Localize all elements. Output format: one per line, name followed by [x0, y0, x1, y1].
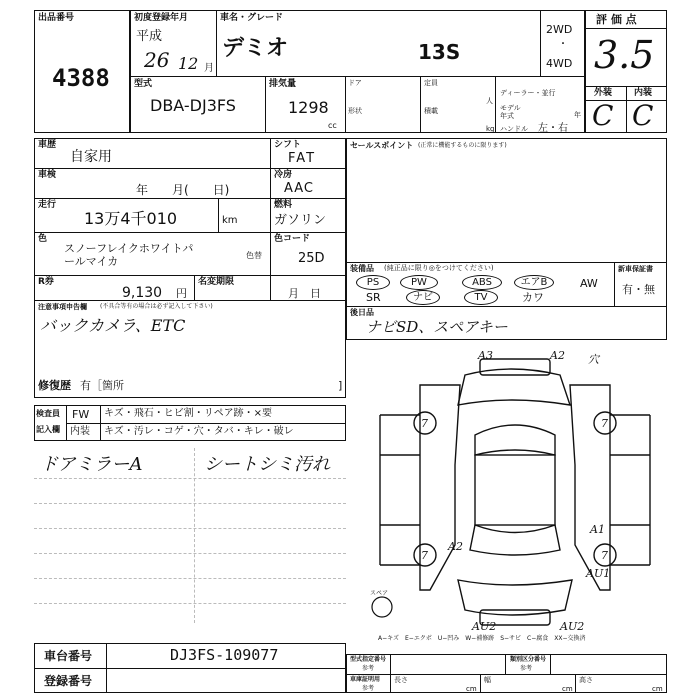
repair-label: 修復歴 [38, 379, 71, 392]
shift-value: FAT [288, 151, 317, 166]
color-value: スノーフレイクホワイトパ ールマイカ [64, 242, 194, 268]
kg-unit: kg [486, 125, 495, 133]
grade: 13S [418, 40, 461, 64]
mark-a2-top: A2 [550, 349, 565, 362]
exterior-label: 外装 [594, 88, 613, 98]
mark-hole: 穴 [588, 353, 599, 366]
length-cm: cm [466, 685, 477, 693]
equip-leather: カワ [522, 291, 544, 304]
shift-label: シフト [274, 140, 302, 150]
name-change-value: 月 日 [288, 287, 321, 300]
displacement-label: 排気量 [269, 79, 297, 89]
ref-label-3: 参考 [362, 685, 375, 692]
mark-a3: A3 [478, 349, 493, 362]
after-value: ナビSD、スペアキー [366, 318, 508, 336]
inspector-label-bottom: 記入欄 [36, 425, 60, 434]
interior-grade: C [632, 99, 654, 132]
aircon-value: AAC [284, 181, 314, 196]
fw-label: FW [72, 408, 90, 421]
dealer-label: ディーラー・並行 [500, 89, 556, 97]
cert-label: 車庫証明用 [350, 676, 381, 683]
model-year-label: モデル 年式 [500, 104, 521, 120]
warranty-label: 新車保証書 [618, 265, 653, 273]
reg-month: 12 [178, 54, 199, 73]
chassis-label: 車台番号 [44, 649, 93, 663]
sales-box [346, 138, 667, 340]
after-label: 後日品 [350, 308, 374, 317]
mark-a2-left: A2 [448, 540, 463, 553]
handle-label: ハンドル [500, 125, 528, 133]
mark-7-fl: 7 [421, 417, 428, 430]
warranty-value: 有・無 [622, 283, 655, 296]
inspection-label: 車検 [38, 170, 57, 180]
capacity-label: 定員 [424, 79, 438, 87]
mark-a1: A1 [590, 523, 605, 536]
era-label: 平成 [136, 29, 163, 44]
sales-point-label: セールスポイント [350, 141, 414, 150]
fuel-label: 燃料 [274, 200, 293, 210]
lot-number: 4388 [52, 64, 110, 92]
reg-year: 26 [144, 48, 170, 72]
class-label: 類別区分番号 [510, 656, 547, 663]
interior-label: 内装 [634, 88, 653, 98]
damage-legend: A−キズ E−エクボ U−凹み W−補修跡 S−サビ C−腐食 XX−交換済 [378, 635, 586, 642]
person-unit: 人 [486, 97, 493, 105]
interior-row-label: 内装 [70, 426, 90, 437]
equip-tv: TV [464, 290, 498, 305]
recycle-label: R券 [38, 277, 54, 287]
ref-label-2: 参考 [520, 665, 533, 672]
car-outline [380, 359, 650, 625]
equipment-sub: (純正品に限り◎をつけてください) [384, 264, 494, 272]
spare-label: スペア [370, 590, 389, 597]
first-reg-label: 初度登録年月 [134, 13, 189, 23]
load-label: 積載 [424, 107, 438, 115]
handle-value: 左・右 [538, 123, 568, 134]
color-change-label: 色替 [246, 251, 262, 260]
comment-left: ドアミラーA [40, 454, 143, 475]
notes-label: 注意事項申告欄 [38, 303, 87, 311]
mileage-label: 走行 [38, 200, 57, 210]
repair-close: ] [338, 379, 343, 392]
reg-no-label: 登録番号 [44, 674, 93, 688]
width-cm: cm [562, 685, 573, 693]
interior-items: キズ・汚レ・コゲ・穴・タバ・キレ・破レ [104, 426, 294, 437]
comment-right: シートシミ汚れ [204, 454, 330, 475]
chassis-value: DJ3FS-109077 [170, 646, 279, 664]
inspector-label-top: 検査員 [36, 409, 60, 418]
details-box [34, 138, 346, 398]
height-label: 高さ [579, 676, 593, 684]
car-damage-diagram [360, 345, 670, 635]
repair-value: 有［箇所 [80, 379, 124, 392]
equip-pw: PW [400, 275, 438, 290]
color-code-label: 色コード [274, 234, 311, 244]
color-label: 色 [38, 234, 48, 244]
inspection-value: 年 月( 日) [136, 183, 230, 197]
mark-7-rl: 7 [421, 549, 428, 562]
cc-unit: cc [328, 121, 337, 130]
mark-au2-left: AU2 [472, 620, 497, 633]
drive-4wd: 4WD [546, 57, 573, 70]
door-label: ドア [348, 79, 362, 87]
score-label: 評 価 点 [596, 13, 637, 26]
model-value: DBA-DJ3FS [150, 96, 236, 115]
mark-7-fr: 7 [601, 417, 608, 430]
aircon-label: 冷房 [274, 170, 293, 180]
notes-sub: (不具合等有の場合は必ず記入して下さい) [100, 303, 213, 310]
history-value: 自家用 [70, 149, 112, 165]
score-value: 3.5 [594, 33, 655, 77]
equip-airbag: エアB [514, 275, 554, 290]
mark-au2-right: AU2 [560, 620, 585, 633]
model-label: 型式 [134, 79, 153, 89]
mark-7-rr: 7 [601, 549, 608, 562]
equip-sr: SR [366, 291, 381, 304]
color-code-value: 25D [298, 251, 325, 266]
equipment-label: 装備品 [350, 264, 374, 273]
km-unit: km [222, 215, 238, 226]
width-label: 幅 [484, 676, 491, 684]
sales-point-sub: (正常に機能するものに限ります) [418, 142, 507, 149]
month-unit: 月 [204, 63, 214, 74]
equip-abs: ABS [462, 275, 502, 290]
year-unit: 年 [574, 111, 581, 119]
name-change-label: 名変期限 [198, 277, 235, 287]
lot-label: 出品番号 [38, 13, 75, 23]
ref-label-1: 参考 [362, 665, 375, 672]
shape-label: 形状 [348, 107, 362, 115]
equip-ps: PS [356, 275, 390, 290]
history-label: 車歴 [38, 140, 57, 150]
fuel-value: ガソリン [274, 213, 327, 228]
mark-au1: AU1 [586, 567, 611, 580]
equip-aw: AW [580, 277, 598, 290]
recycle-value: 9,130 [122, 285, 163, 301]
fw-items: キズ・飛石・ヒビ割・リペア跡・×要 [104, 408, 272, 419]
notes-value: バックカメラ、ETC [40, 316, 186, 335]
displacement-value: 1298 [288, 98, 329, 117]
mileage-value: 13万4千010 [84, 209, 178, 228]
drive-dot: ・ [558, 39, 568, 50]
equip-navi: ナビ [406, 290, 440, 305]
length-label: 長さ [394, 676, 408, 684]
exterior-grade: C [592, 99, 614, 132]
yen-unit: 円 [176, 287, 187, 300]
drive-2wd: 2WD [546, 23, 573, 36]
type-designation-label: 型式指定番号 [350, 656, 387, 663]
car-name: デミオ [222, 36, 289, 61]
height-cm: cm [652, 685, 663, 693]
name-grade-label: 車名・グレード [220, 13, 284, 23]
